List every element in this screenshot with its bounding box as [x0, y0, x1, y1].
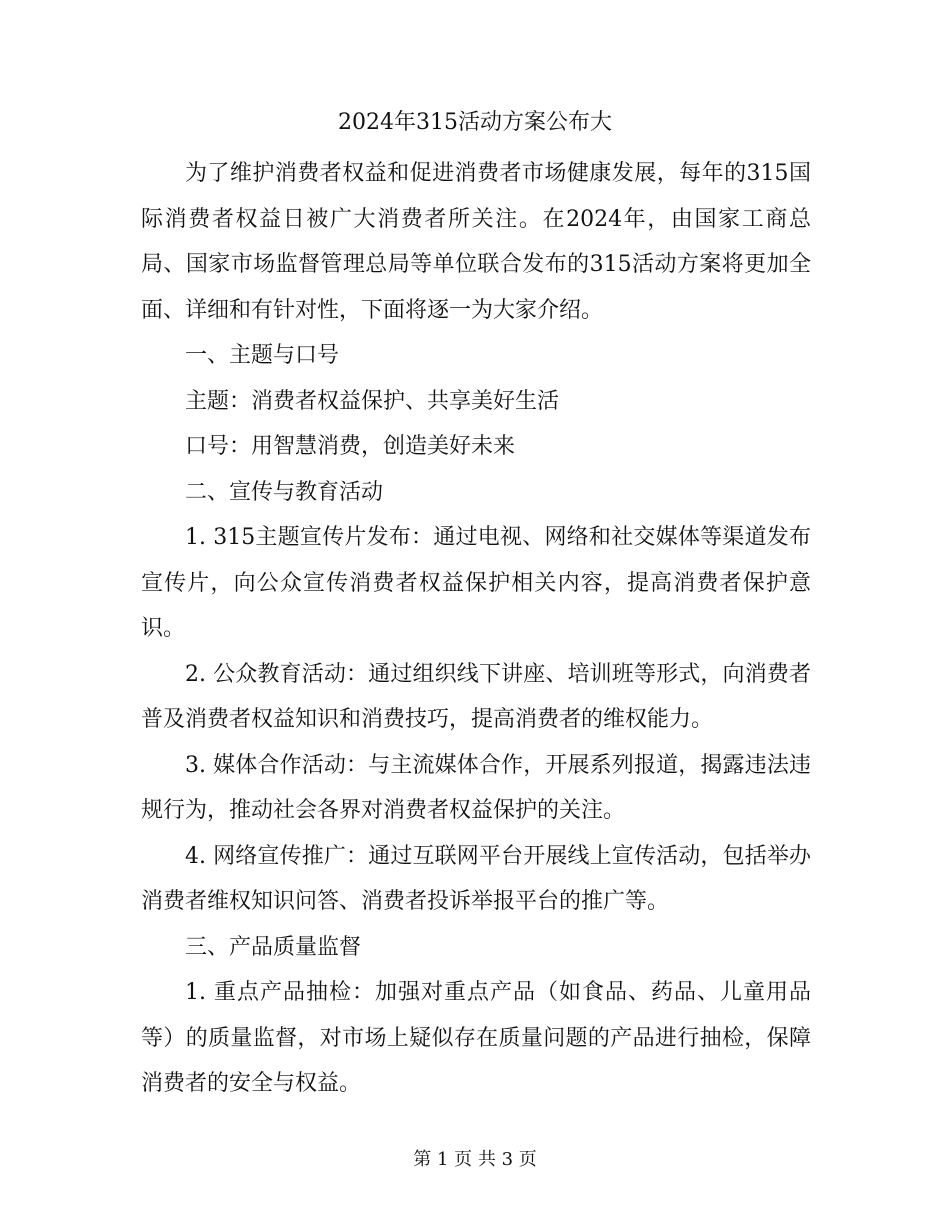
- page-number-footer: 第 1 页 共 3 页: [413, 1149, 537, 1170]
- section-heading-publicity: 二、宣传与教育活动: [185, 479, 384, 505]
- document-body: [141, 151, 811, 1107]
- publicity-item-1: 1. 315主题宣传片发布：通过电视、网络和社交媒体等渠道发布宣传片，向公众宣传消费者权益保护相关内容，提高消费者保护意识。: [141, 525, 811, 641]
- intro-paragraph: 为了维护消费者权益和促进消费者市场健康发展，每年的315国际消费者权益日被广大消费者所关注。在2024年，由国家工商总局、国家市场监督管理总局等单位联合发布的315活动方案将更加全面、详细和有针对性，下面将逐一为大家介绍。: [141, 161, 811, 323]
- slogan-line: 口号：用智慧消费，创造美好未来: [185, 434, 516, 459]
- publicity-item-2: 2. 公众教育活动：通过组织线下讲座、培训班等形式，向消费者普及消费者权益知识和消费技巧，提高消费者的维权能力。: [141, 661, 811, 732]
- theme-line: 主题：消费者权益保护、共享美好生活: [185, 388, 560, 414]
- publicity-item-3: 3. 媒体合作活动：与主流媒体合作，开展系列报道，揭露违法违规行为，推动社会各界对消费者权益保护的关注。: [141, 752, 811, 823]
- document-title: 2024年315活动方案公布大: [338, 110, 612, 135]
- publicity-item-4: 4. 网络宣传推广：通过互联网平台开展线上宣传活动，包括举办消费者维权知识问答、消费者投诉举报平台的推广等。: [141, 843, 811, 914]
- section-heading-quality: 三、产品质量监督: [185, 934, 362, 960]
- section-heading-theme: 一、主题与口号: [185, 343, 340, 368]
- quality-item-1: 1. 重点产品抽检：加强对重点产品（如食品、药品、儿童用品等）的质量监督，对市场上疑似存在质量问题的产品进行抽检，保障消费者的安全与权益。: [141, 980, 811, 1096]
